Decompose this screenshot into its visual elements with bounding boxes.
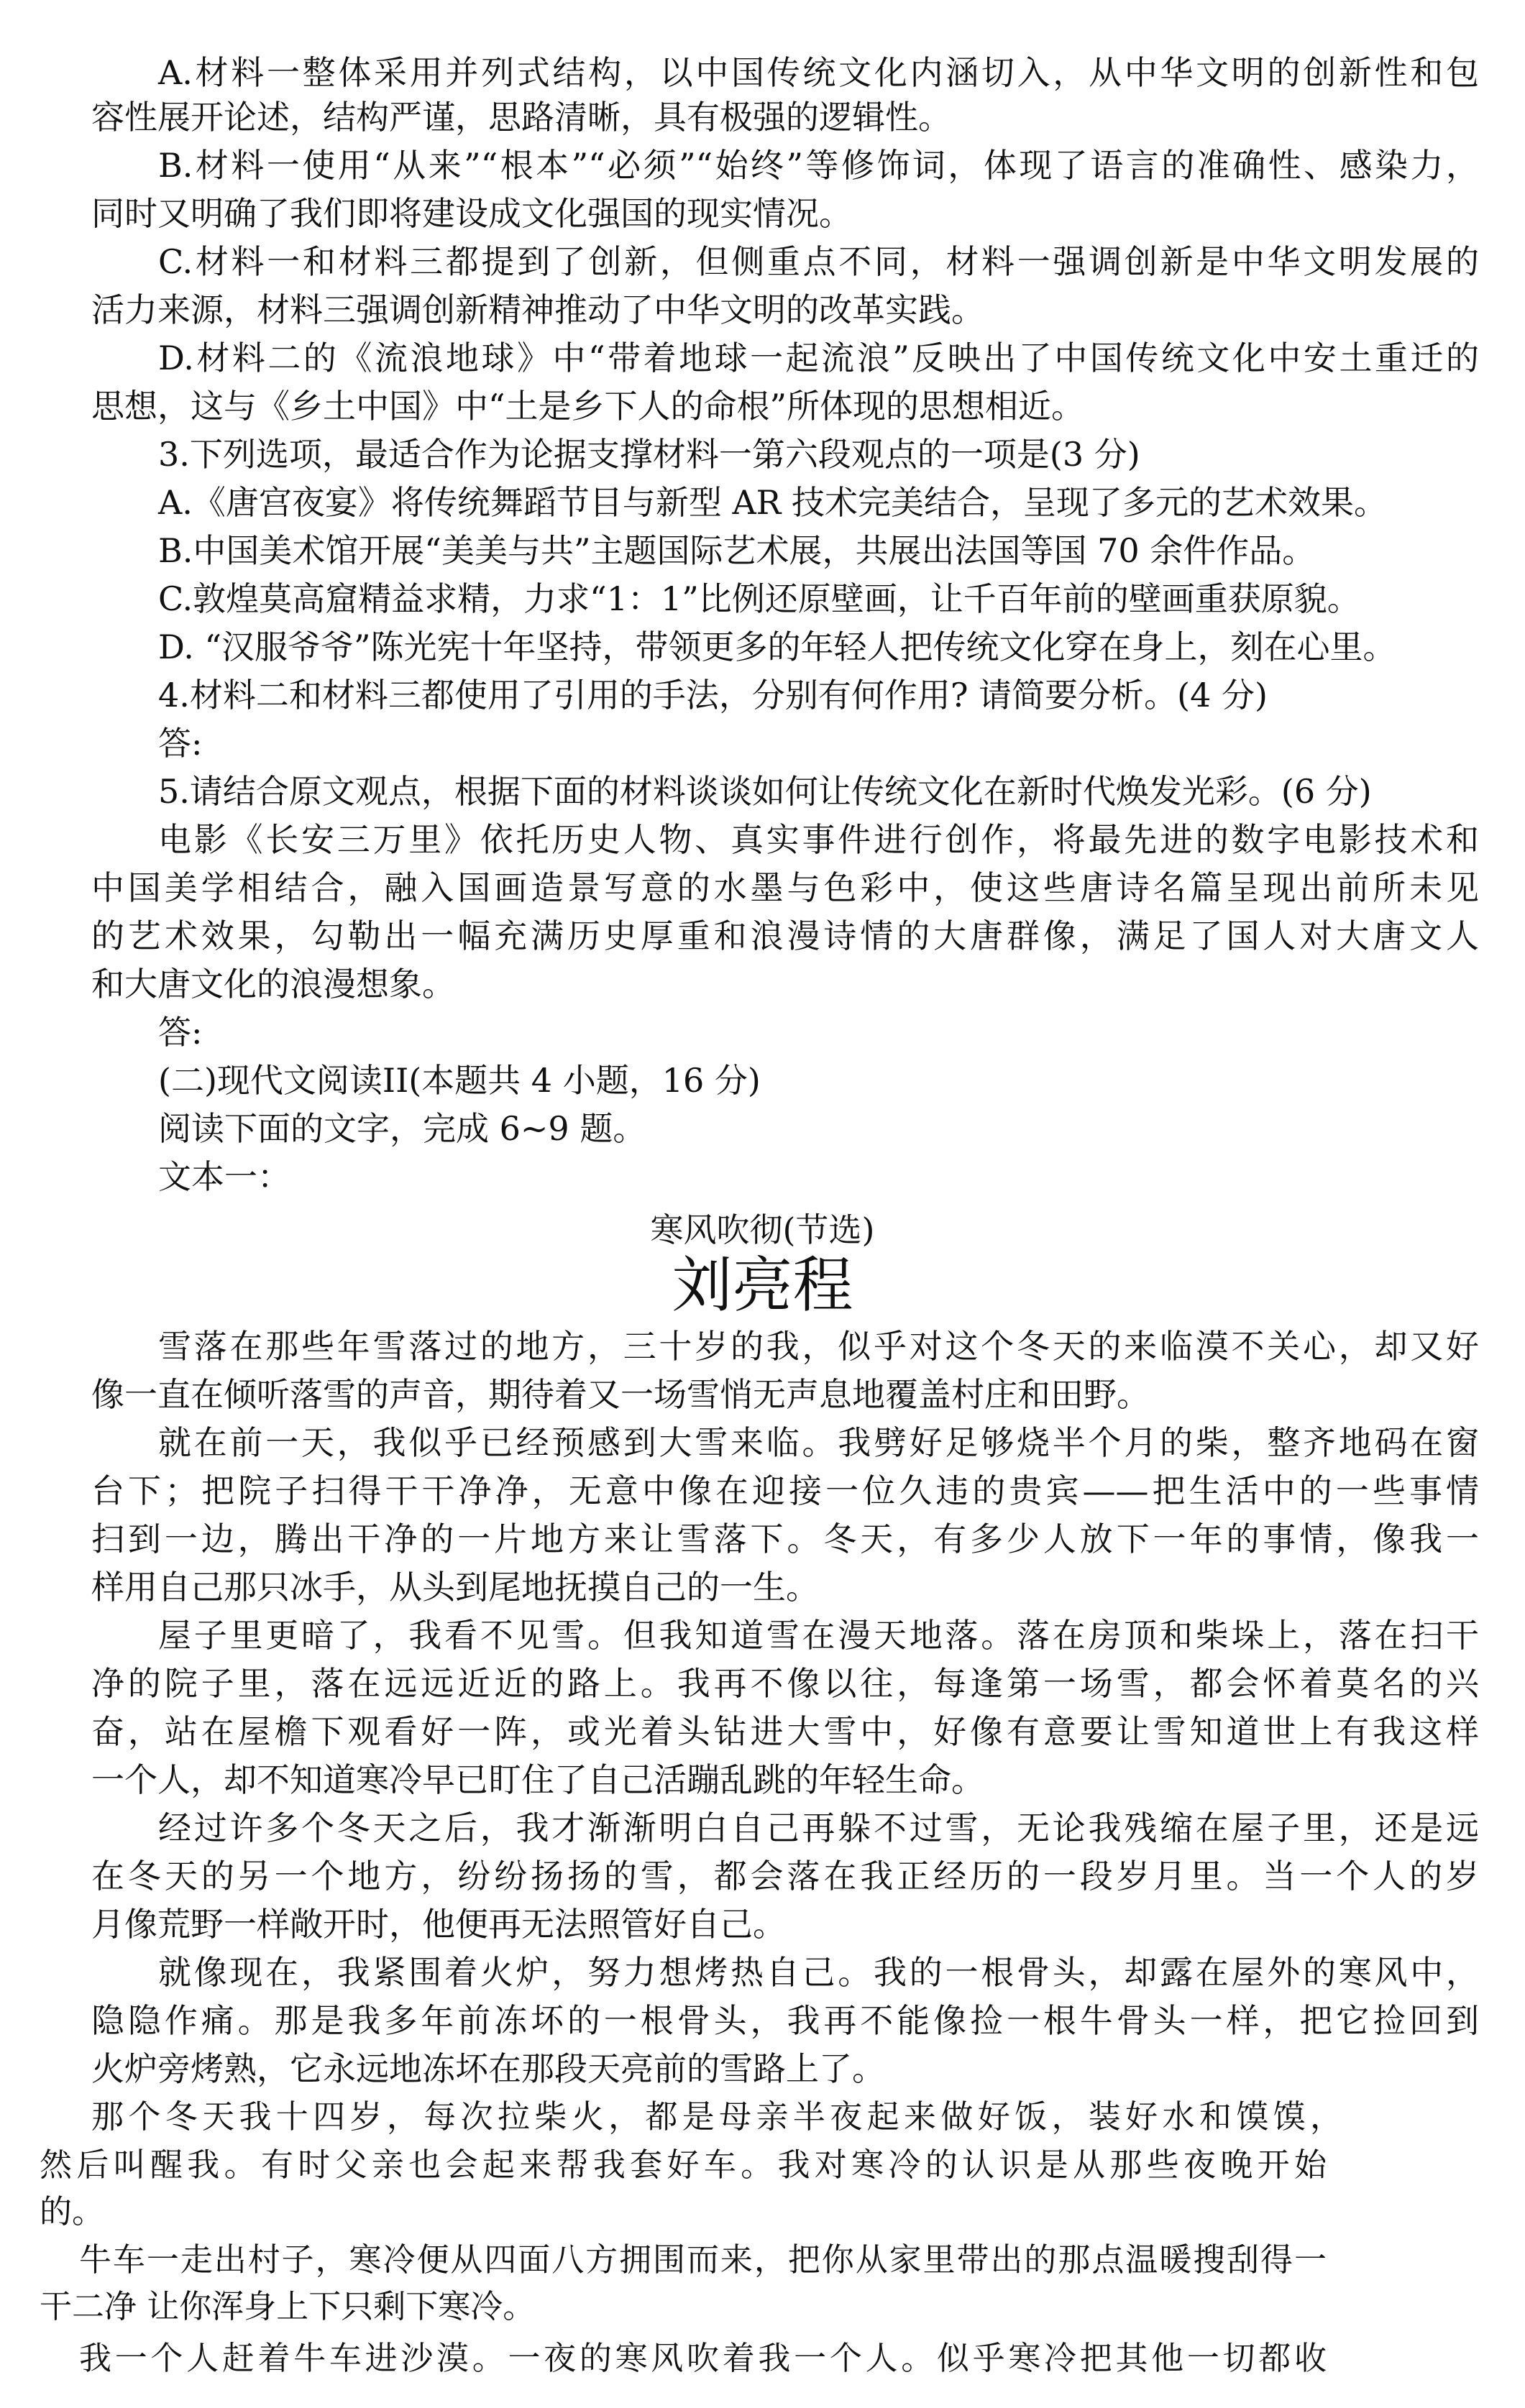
q3-stem: 3.下列选项，最适合作为论据支撑材料一第六段观点的一项是(3 分) (158, 435, 1140, 474)
article-p2-line-1: 就在前一天，我似乎已经预感到大雪来临。我劈好足够烧半个月的柴，整齐地码在窗 (158, 1423, 1479, 1462)
q5-material-line-1: 电影《长安三万里》依托历史人物、真实事件进行创作，将最先进的数字电影技术和 (158, 820, 1479, 859)
q3-option-c: C.敦煌莫高窟精益求精，力求“1：1”比例还原壁画，让千百年前的壁画重获原貌。 (158, 579, 1360, 618)
article-p4-line-3: 月像荒野一样敞开时，他便再无法照管好自己。 (91, 1905, 786, 1944)
q5-material-line-3: 的艺术效果，勾勒出一幅充满历史厚重和浪漫诗情的大唐群像，满足了国人对大唐文人 (91, 916, 1479, 955)
q5-material-line-2: 中国美学相结合，融入国画造景写意的水墨与色彩中，使这些唐诗名篇呈现出前所未见 (91, 868, 1479, 907)
q4-answer-label: 答: (158, 724, 203, 763)
q2-option-a-line-1: A.材料一整体采用并列式结构，以中国传统文化内涵切入，从中华文明的创新性和包 (158, 53, 1479, 92)
q3-option-b: B.中国美术馆开展“美美与共”主题国际艺术展，共展出法国等国 70 余件作品。 (158, 531, 1316, 570)
article-p3-line-3: 奋，站在屋檐下观看好一阵，或光着头钻进大雪中，好像有意要让雪知道世上有我这样 (91, 1712, 1479, 1751)
q2-option-d-line-1: D.材料二的《流浪地球》中“带着地球一起流浪”反映出了中国传统文化中安土重迁的 (158, 339, 1479, 377)
q3-option-d: D. “汉服爷爷”陈光宪十年坚持，带领更多的年轻人把传统文化穿在身上，刻在心里。 (158, 628, 1396, 666)
article-p5-line-3: 火炉旁烤熟，它永远地冻坏在那段天亮前的雪路上了。 (91, 2049, 885, 2088)
article-p5-line-1: 就像现在，我紧围着火炉，努力想烤热自己。我的一根骨头，却露在屋外的寒风中， (158, 1953, 1479, 1992)
text-one-label: 文本一： (158, 1157, 290, 1196)
q2-option-c-line-1: C.材料一和材料三都提到了创新，但侧重点不同，材料一强调创新是中华文明发展的 (158, 242, 1479, 281)
q5-material-line-4: 和大唐文化的浪漫想象。 (91, 965, 455, 1003)
q2-option-b-line-1: B.材料一使用“从来”“根本”“必须”“始终”等修饰词，体现了语言的准确性、感染力， (158, 146, 1479, 185)
article-p8-line-1: 我一个人赶着牛车进沙漠。一夜的寒风吹着我一个人。似乎寒冷把其他一切都收 (79, 2339, 1327, 2377)
section-instruction: 阅读下面的文字，完成 6~9 题。 (158, 1109, 646, 1148)
article-author: 刘亮程 (672, 1250, 853, 1320)
q3-option-a: A.《唐宫夜宴》将传统舞蹈节目与新型 AR 技术完美结合，呈现了多元的艺术效果。 (158, 483, 1387, 522)
article-p1-line-1: 雪落在那些年雪落过的地方，三十岁的我，似乎对这个冬天的来临漠不关心，却又好 (158, 1327, 1479, 1366)
article-p4-line-1: 经过许多个冬天之后，我才渐渐明白自己再躲不过雪，无论我残缩在屋子里，还是远 (158, 1809, 1479, 1847)
article-p4-line-2: 在冬天的另一个地方，纷纷扬扬的雪，都会落在我正经历的一段岁月里。当一个人的岁 (91, 1857, 1479, 1895)
article-p5-line-2: 隐隐作痛。那是我多年前冻坏的一根骨头，我再不能像捡一根牛骨头一样，把它捡回到 (91, 2001, 1479, 2040)
article-p3-line-1: 屋子里更暗了，我看不见雪。但我知道雪在漫天地落。落在房顶和柴垛上，落在扫干 (158, 1616, 1479, 1655)
q2-option-b-line-2: 同时又明确了我们即将建设成文化强国的现实情况。 (91, 194, 852, 233)
q2-option-d-line-2: 思想，这与《乡土中国》中“土是乡下人的命根”所体现的思想相近。 (91, 387, 1085, 426)
q5-stem: 5.请结合原文观点，根据下面的材料谈谈如何让传统文化在新时代焕发光彩。(6 分) (158, 772, 1372, 811)
article-p2-line-4: 样用自己那只冰手，从头到尾地抚摸自己的一生。 (91, 1568, 819, 1607)
q4-stem: 4.材料二和材料三都使用了引用的手法，分别有何作用? 请简要分析。(4 分) (158, 676, 1268, 714)
article-p2-line-3: 扫到一边，腾出干净的一片地方来让雪落下。冬天，有多少人放下一年的事情，像我一 (91, 1520, 1479, 1558)
q2-option-a-line-2: 容性展开论述，结构严谨，思路清晰，具有极强的逻辑性。 (91, 98, 951, 137)
article-p6-line-3: 的。 (40, 2192, 105, 2230)
article-p2-line-2: 台下；把院子扫得干干净净，无意中像在迎接一位久违的贵宾——把生活中的一些事情 (91, 1471, 1479, 1510)
article-p6-line-2: 然后叫醒我。有时父亲也会起来帮我套好车。我对寒冷的认识是从那些夜晚开始 (40, 2146, 1327, 2184)
article-p1-line-2: 像一直在倾听落雪的声音，期待着又一场雪悄无声息地覆盖村庄和田野。 (91, 1375, 1150, 1414)
article-p3-line-2: 净的院子里，落在远远近近的路上。我再不像以往，每逢第一场雪，都会怀着莫名的兴 (91, 1664, 1479, 1703)
q2-option-c-line-2: 活力来源，材料三强调创新精神推动了中华文明的改革实践。 (91, 290, 984, 329)
q5-answer-label: 答: (158, 1013, 203, 1052)
article-title: 寒风吹彻(节选) (650, 1210, 875, 1249)
article-p7-line-1: 牛车一走出村子，寒冷便从四面八方拥围而来，把你从家里带出的那点温暖搜刮得一 (79, 2241, 1327, 2279)
article-p7-line-2: 干二净 让你浑身上下只剩下寒冷。 (40, 2287, 536, 2325)
article-p6-line-1: 那个冬天我十四岁，每次拉柴火，都是母亲半夜起来做好饭，装好水和馍馍， (91, 2097, 1342, 2136)
article-p3-line-4: 一个人，却不知道寒冷早已盯住了自己活蹦乱跳的年轻生命。 (91, 1760, 984, 1799)
section-heading: (二)现代文阅读II(本题共 4 小题，16 分) (158, 1061, 761, 1100)
